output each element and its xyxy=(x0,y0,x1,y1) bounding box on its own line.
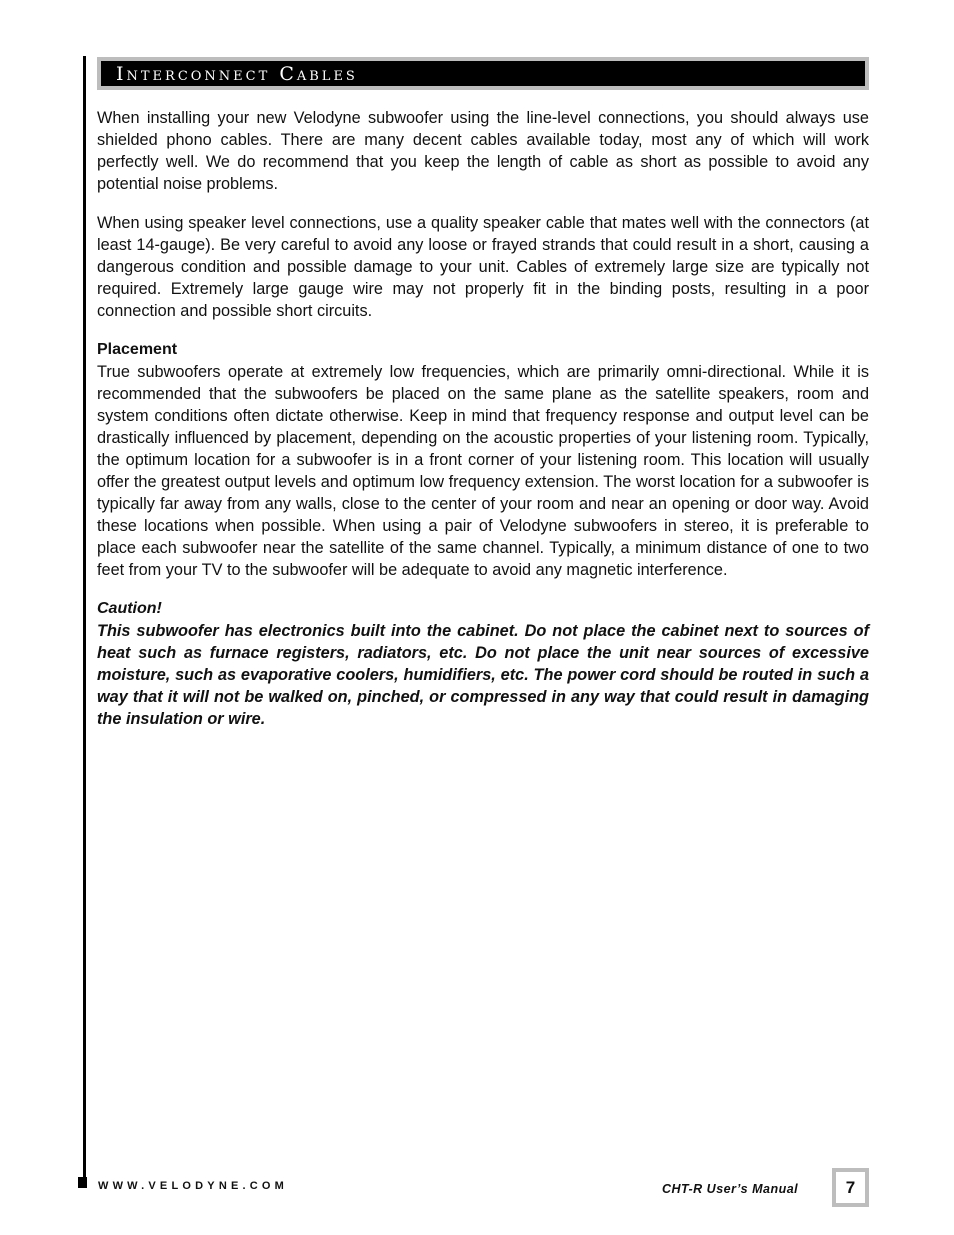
margin-rule-cap xyxy=(78,1177,87,1188)
footer-website: WWW.VELODYNE.COM xyxy=(98,1180,289,1192)
margin-rule xyxy=(83,56,86,1184)
section-title: Interconnect Cables xyxy=(101,61,865,86)
paragraph-line-level-cables: When installing your new Velodyne subwoofer using the line-level connections, you should always use shielded phono cables. There are many decent cables available today, most any of which will work perfectly well. We do recommend that you keep the length of cable as short as possible to avoid any potential noise problems. xyxy=(97,109,869,193)
caution-heading: Caution! xyxy=(97,600,162,617)
page-number-box xyxy=(832,1168,869,1207)
paragraph-speaker-level-cables: When using speaker level connections, use a quality speaker cable that mates well with the connectors (at least 14-gauge). Be very careful to avoid any loose or frayed strands that could result in a short, causing a dangerous condition and possible damage to your unit. Cables of extremely large size are typically not required. Extremely large gauge wire may not properly fit in the binding posts, resulting in a poor connection and possible short circuits. xyxy=(97,214,869,320)
caution-paragraph: This subwoofer has electronics built into the cabinet. Do not place the cabinet next to sources of heat such as furnace registers, radiators, etc. Do not place the unit near sources of excessive moisture, such as evaporative coolers, humidifiers, etc. The power cord should be routed in such a way that it will not be walked on, pinched, or compressed in any way that could result in damaging the insulation or wire. xyxy=(97,622,869,728)
placement-heading: Placement xyxy=(97,341,178,358)
section-header xyxy=(97,57,869,90)
placement-paragraph: True subwoofers operate at extremely low frequencies, which are primarily omni-directional. While it is recommended that the subwoofers be placed on the same plane as the satellite speakers, room and system conditions often dictate otherwise. Keep in mind that frequency response and output level can be drastically influenced by placement, depending on the acoustic properties of your listening room. Typically, the optimum location for a subwoofer is in a front corner of your listening room. This location will usually offer the greatest output levels and optimum low frequency extension. The worst location for a subwoofer is typically far away from any walls, close to the center of your room and near an opening or door way. Avoid these locations when possible. When using a pair of Velodyne subwoofers in stereo, it is preferable to place each subwoofer near the satellite of the same channel. Typically, a minimum distance of one to two feet from your TV to the subwoofer will be adequate to avoid any magnetic interference. xyxy=(97,363,869,579)
footer-manual-title: CHT-R User’s Manual xyxy=(662,1182,799,1196)
page-number: 7 xyxy=(836,1172,865,1203)
page-content xyxy=(97,107,869,730)
